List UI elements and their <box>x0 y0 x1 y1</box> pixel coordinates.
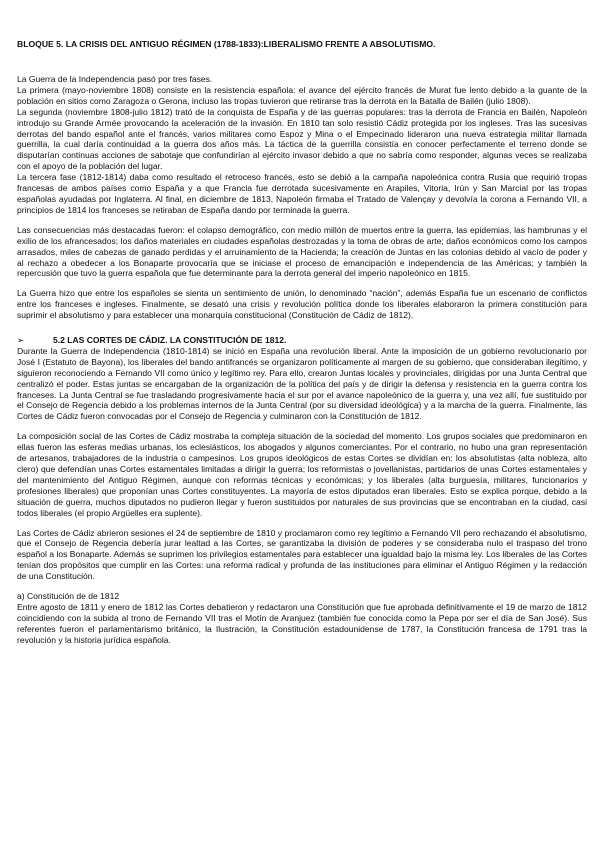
subsection-heading: a) Constitución de de 1812 <box>17 591 120 602</box>
spacer <box>17 422 587 431</box>
document-header: BLOQUE 5. LA CRISIS DEL ANTIGUO RÉGIMEN (1788-1833):LIBERALISMO FRENTE A ABSOLUTISMO. <box>17 39 436 49</box>
section-paragraph-1: Durante la Guerra de Independencia (1810-1814) se inició en España una revolución liberal. Ante la imposición de un gobierno revolucionario por José I (Estatuto de Bayona), los liberales del bando antifrancés se organizaron políticamente al margen de su gobierno, que consideraban ilegítimo, y siguieron reconociendo a Fernando VII como único y legítimo rey. Para ello, crearon Juntas locales y provinciales, dirigidas por una Junta Central que centralizó el poder. Estas juntas se encargaban de la organización de la política del país y de dirigir la defensa y resistencia en la guerra contra los franceses. La Junta Central se fue trasladando progresivamente hacia el sur por el avance napoleónico de la guerra y, una vez allí, fue sustituido por el Consejo de Regencia debido a los problemas internos de la Junta Central (por su diversidad ideológica) y a la marcha de la guerra. Finalmente, las Cortes de Cádiz fueron convocadas por el Consejo de Regencia y culminaron con la Constitución de 1812. <box>17 345 587 422</box>
section-paragraph-4: Entre agosto de 1811 y enero de 1812 las Cortes debatieron y redactaron una Constitución que fue aprobada definitivamente el 19 de marzo de 1812 coincidiendo con la subida al trono de Fernando VII tras el Motín de Aranjuez (también fue conocida como la Pepa por ser el día de San José). Sus referentes fueron el parlamentarismo británico, la Ilustración, la Constitución estadounidense de 1787, la Constitución francesa de 1791 tras la revolución y la historia jurídica española. <box>17 601 587 645</box>
spacer <box>17 582 587 591</box>
war-phase-2: La segunda (noviembre 1808-julio 1812) trató de la conquista de España y de las guerras populares: tras la derrota de Francia en Bailén, Napoleón introdujo su Grande Armée provocando la aceleración de la invasión. En 1810 tan solo resistió Cádiz protegida por los ingleses. Tras las sucesivas derrotas del bando español ante el francés, varios militares como Espoz y Mina o el Empecinado lideraron una nueva estrategia militar llamada guerrilla, la cual daría continuidad a la guerra dos años más. La táctica de la guerrilla consistía en conocer perfectamente el terreno donde se disputarían continuas acciones de sabotaje que confundirían al ejército invasor debido a que no sabría como responder, algunas veces se realizaba con el apoyo de la población del lugar. <box>17 106 587 172</box>
document-body <box>17 74 587 646</box>
section-paragraph-3: Las Cortes de Cádiz abrieron sesiones el 24 de septiembre de 1810 y proclamaron como rey legítimo a Fernando VII pero rechazando el absolutismo, que el Consejo de Regencia debería jurar lealtad a las Cortes, se garantizaba la división de poderes y se consideraba nulo el traspaso del trono español a los Bonaparte. Además se suprimen los privilegios estamentales para establecer una igualdad bajo la misma ley. Los liberales de las Cortes tenían dos propósitos que cumplir en las Cortes: una reforma radical y profunda de las instituciones para eliminar el Antiguo Régimen y la redacción de una Constitución. <box>17 527 587 582</box>
war-consequences: Las consecuencias más destacadas fueron: el colapso demográfico, con medio millón de muertos entre la guerra, las epidemias, las hambrunas y el exilio de los afrancesados; los daños materiales en ciudades españolas destrozadas y la toma de obras de arte; daños económicos como los campos arrasados, miles de cabezas de ganado perdidas y el arruinamiento de la Hacienda; la creación de Juntas en las colonias debido al vacío de poder y al rechazo a obedecer a los Bonaparte provocaría que se iniciase el proceso de emancipación e independencia de las Américas; y también la repercusión que tuvo la guerra española que fue determinante para la derrota general del imperio napoleónico en 1815. <box>17 224 587 279</box>
war-phase-3: La tercera fase (1812-1814) daba como resultado el retroceso francés, esto se debió a la campaña napoleónica contra Rusia que requirió tropas francesas de ambos países como España y a que Francia fue derrotada sucesivamente en Arapiles, Vitoria, Irún y San Marcial por las tropas españolas ayudadas por Inglaterra. Al final, en diciembre de 1813, Napoleón firmaba el Tratado de Valençay y devolvía la corona a Fernando VII, a principios de 1814 los franceses se retiraban de España dando por terminada la guerra. <box>17 172 587 215</box>
spacer <box>17 279 587 288</box>
war-intro: La Guerra de la Independencia pasó por tres fases. <box>17 74 213 84</box>
spacer <box>17 519 587 528</box>
war-nation: La Guerra hizo que entre los españoles se sienta un sentimiento de unión, lo denominado “nación”, además España fue un escenario de conflictos entre los franceses e ingleses. Finalmente, se desató una crisis y revolución política donde los liberales elaboraron la primera constitución para suprimir el absolutismo y para establecer una monarquía constitucional (Constitución de Cádiz de 1812). <box>17 288 587 321</box>
arrow-bullet-icon: ➢ <box>17 335 25 346</box>
spacer <box>17 216 587 225</box>
section-heading <box>17 335 587 346</box>
section-title: 5.2 LAS CORTES DE CÁDIZ. LA CONSTITUCIÓN DE 1812. <box>53 335 287 346</box>
war-phase-1: La primera (mayo-noviembre 1808) consiste en la resistencia española: el avance del ejército francés de Murat fue lento debido a la guante de la población en sitios como Zaragoza o Gerona, incluso las tropas tuvieron que retirarse tras la derrota en la Batalla de Bailén (julio 1808). <box>17 84 587 106</box>
section-paragraph-2: La composición social de las Cortes de Cádiz mostraba la compleja situación de la sociedad del momento. Los grupos sociales que predominaron en ellas fueron las esferas medias urbanas, los eclesiásticos, los abogados y algunos comerciantes. Por el contrario, no hubo una gran representación de artesanos, trabajadores de la industria o campesinos. Los grupos ideológicos de estas Cortes se dividían en: los absolutistas (alta nobleza, alto clero) que defendían unas Cortes estamentales limitadas a dirigir la guerra; los reformistas o jovellanistas, partidarios de unas Cortes estamentales y del mantenimiento del Antiguo Régimen, aunque con reformas técnicas y económicas; y los liberales (alta burguesía, militares, funcionarios y profesiones liberales) que proponían unas Cortes constituyentes. La mayoría de estos diputados eran liberales. Esto se explica porque, debido a la situación de guerra, muchos diputados no pudieron llegar y fueron sustituidos por naturales de sus provincias que se encontraban en la ciudad, casi todos liberales (el propio Argüelles era suplente). <box>17 431 587 518</box>
spacer <box>17 321 587 335</box>
